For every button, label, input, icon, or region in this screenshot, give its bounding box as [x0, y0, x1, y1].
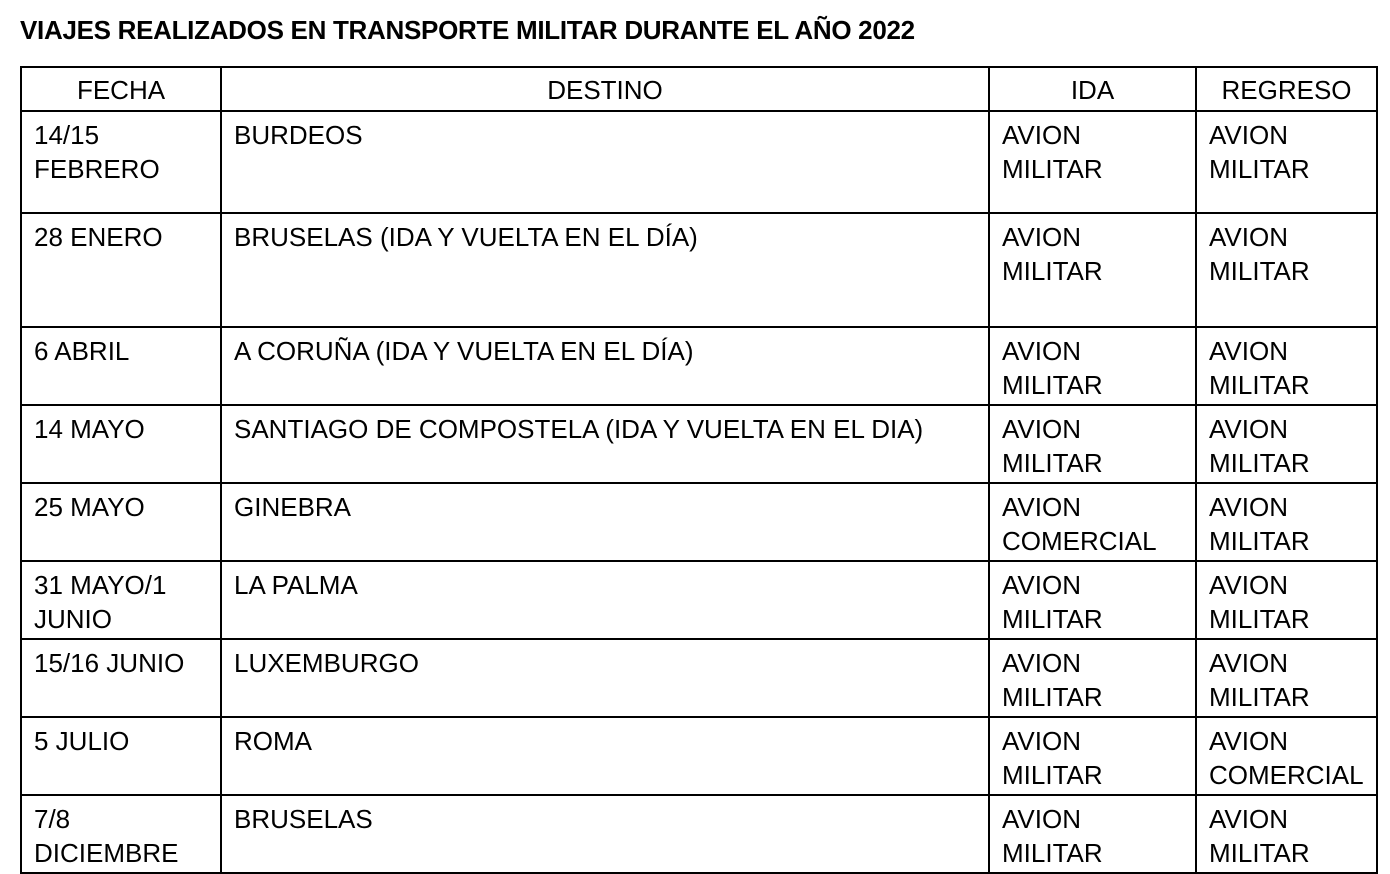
cell-text: AVION — [1002, 570, 1081, 600]
cell-ida — [989, 639, 1196, 717]
cell-fecha — [21, 561, 221, 639]
table-row — [21, 213, 1377, 327]
table-row — [21, 795, 1377, 873]
cell-fecha — [21, 327, 221, 405]
trips-table — [20, 66, 1378, 874]
cell-text: AVION — [1209, 492, 1288, 522]
cell-destino — [221, 405, 989, 483]
cell-text: GINEBRA — [234, 492, 352, 522]
cell-text: AVION — [1209, 336, 1288, 366]
cell-regreso — [1196, 111, 1377, 213]
cell-fecha — [21, 795, 221, 873]
cell-regreso — [1196, 327, 1377, 405]
cell-text: LA PALMA — [234, 570, 358, 600]
cell-ida — [989, 111, 1196, 213]
cell-text: MILITAR — [1209, 370, 1310, 400]
cell-destino — [221, 327, 989, 405]
cell-destino — [221, 795, 989, 873]
cell-text: AVION — [1209, 648, 1288, 678]
cell-ida — [989, 561, 1196, 639]
column-header-ida: IDA — [989, 67, 1196, 111]
cell-text: AVION — [1209, 120, 1288, 150]
cell-text: MILITAR — [1002, 154, 1103, 184]
cell-text: 6 ABRIL — [34, 336, 130, 366]
cell-text: 25 MAYO — [34, 492, 145, 522]
table-row — [21, 111, 1377, 213]
cell-text: BRUSELAS (IDA Y VUELTA EN EL DÍA) — [234, 222, 698, 252]
cell-text: MILITAR — [1209, 838, 1310, 868]
column-header-fecha: FECHA — [21, 67, 221, 111]
cell-text: 5 JULIO — [34, 726, 130, 756]
cell-regreso — [1196, 405, 1377, 483]
cell-text: LUXEMBURGO — [234, 648, 419, 678]
cell-regreso — [1196, 795, 1377, 873]
cell-text: FEBRERO — [34, 154, 160, 184]
cell-text: 14 MAYO — [34, 414, 145, 444]
cell-text: AVION — [1209, 222, 1288, 252]
cell-text: BRUSELAS — [234, 804, 373, 834]
cell-text: MILITAR — [1209, 526, 1310, 556]
cell-regreso — [1196, 213, 1377, 327]
cell-fecha — [21, 405, 221, 483]
cell-text: AVION — [1002, 222, 1081, 252]
cell-fecha — [21, 639, 221, 717]
cell-text: 14/15 — [34, 120, 100, 150]
cell-text: 7/8 — [34, 804, 71, 834]
cell-text: MILITAR — [1002, 682, 1103, 712]
cell-text: COMERCIAL — [1209, 760, 1364, 790]
document-title: VIAJES REALIZADOS EN TRANSPORTE MILITAR DURANTE EL AÑO 2022 — [20, 15, 915, 45]
cell-fecha — [21, 483, 221, 561]
cell-destino — [221, 561, 989, 639]
cell-text: MILITAR — [1002, 448, 1103, 478]
cell-text: MILITAR — [1002, 604, 1103, 634]
cell-text: MILITAR — [1209, 448, 1310, 478]
cell-text: A CORUÑA (IDA Y VUELTA EN EL DÍA) — [234, 336, 694, 366]
cell-text: MILITAR — [1002, 370, 1103, 400]
cell-ida — [989, 213, 1196, 327]
cell-fecha — [21, 111, 221, 213]
cell-text: DICIEMBRE — [34, 838, 179, 868]
cell-text: AVION — [1002, 804, 1081, 834]
table-row — [21, 639, 1377, 717]
cell-fecha — [21, 213, 221, 327]
cell-text: COMERCIAL — [1002, 526, 1157, 556]
table-row — [21, 405, 1377, 483]
cell-text: AVION — [1209, 726, 1288, 756]
cell-regreso — [1196, 483, 1377, 561]
cell-ida — [989, 483, 1196, 561]
cell-text: AVION — [1209, 414, 1288, 444]
cell-regreso — [1196, 717, 1377, 795]
table-header-row — [21, 67, 1377, 111]
cell-text: AVION — [1209, 804, 1288, 834]
cell-text: MILITAR — [1209, 256, 1310, 286]
cell-text: AVION — [1209, 570, 1288, 600]
cell-text: AVION — [1002, 648, 1081, 678]
cell-ida — [989, 795, 1196, 873]
column-header-regreso: REGRESO — [1196, 67, 1377, 111]
cell-text: MILITAR — [1002, 838, 1103, 868]
cell-destino — [221, 213, 989, 327]
cell-text: AVION — [1002, 726, 1081, 756]
table-row — [21, 717, 1377, 795]
cell-text: MILITAR — [1209, 682, 1310, 712]
cell-text: 31 MAYO/1 — [34, 570, 167, 600]
cell-destino — [221, 717, 989, 795]
cell-ida — [989, 717, 1196, 795]
cell-text: AVION — [1002, 120, 1081, 150]
cell-text: MILITAR — [1209, 604, 1310, 634]
table-row — [21, 483, 1377, 561]
cell-destino — [221, 111, 989, 213]
cell-regreso — [1196, 561, 1377, 639]
cell-fecha — [21, 717, 221, 795]
cell-text: 28 ENERO — [34, 222, 163, 252]
cell-text: SANTIAGO DE COMPOSTELA (IDA Y VUELTA EN EL DIA) — [234, 414, 924, 444]
cell-text: 15/16 JUNIO — [34, 648, 185, 678]
cell-text: AVION — [1002, 336, 1081, 366]
cell-text: MILITAR — [1209, 154, 1310, 184]
column-header-destino: DESTINO — [221, 67, 989, 111]
cell-regreso — [1196, 639, 1377, 717]
table-row — [21, 561, 1377, 639]
cell-ida — [989, 405, 1196, 483]
cell-text: MILITAR — [1002, 760, 1103, 790]
table-row — [21, 327, 1377, 405]
cell-destino — [221, 483, 989, 561]
cell-text: JUNIO — [34, 604, 112, 634]
cell-destino — [221, 639, 989, 717]
cell-text: AVION — [1002, 492, 1081, 522]
cell-text: ROMA — [234, 726, 312, 756]
cell-text: AVION — [1002, 414, 1081, 444]
cell-ida — [989, 327, 1196, 405]
cell-text: MILITAR — [1002, 256, 1103, 286]
cell-text: BURDEOS — [234, 120, 363, 150]
